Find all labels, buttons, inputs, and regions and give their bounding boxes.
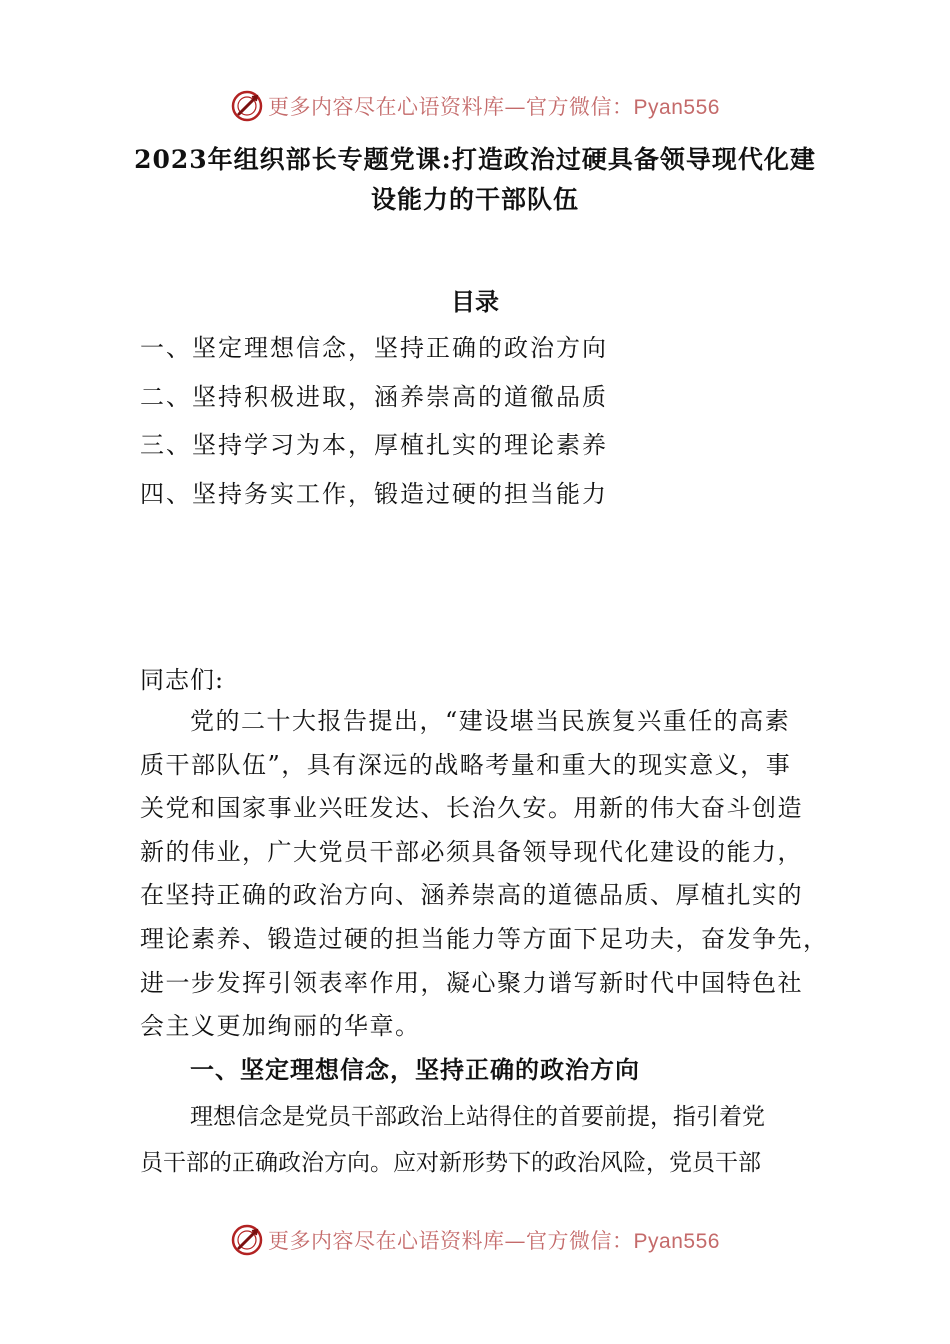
document-title xyxy=(110,140,840,220)
toc-heading: 目录 xyxy=(451,287,499,316)
toc-item: 二、坚持积极进取，涵养崇高的道徹品质 xyxy=(140,382,608,411)
salutation: 同志们: xyxy=(140,666,225,694)
toc-item: 四、坚持务实工作，锻造过硬的担当能力 xyxy=(140,479,608,508)
title-line: 2023年组织部长专题党课:打造政治过硬具备领导现代化建 xyxy=(134,145,816,174)
title-line: 设能力的干部队伍 xyxy=(370,185,579,214)
section-heading: 一、坚定理想信念，坚持正确的政治方向 xyxy=(190,1056,640,1084)
toc-item: 一、坚定理想信念，坚持正确的政治方向 xyxy=(140,334,608,362)
banner-label: 更多内容尽在心语资料库—官方微信： xyxy=(268,95,634,119)
paragraph-line: 新的伟业，广大党员干部必须具备领导现代化建设的能力， xyxy=(140,837,803,866)
paragraph-line: 员干部的正确政治方向。应对新形势下的政治风险，党员干部 xyxy=(140,1150,761,1176)
wechat-id: Pyan556 xyxy=(633,1230,720,1253)
paragraph-line: 进一步发挥引领表率作用，凝心聚力谱写新时代中国特色社 xyxy=(140,968,803,997)
banner-text xyxy=(268,1225,720,1255)
paragraph-line: 党的二十大报告提出，“建设堪当民族复兴重任的高素 xyxy=(190,707,791,735)
brand-logo-icon xyxy=(230,1223,264,1257)
paragraph-line: 质干部队伍”，具有深远的战略考量和重大的现实意义，事 xyxy=(140,750,792,779)
banner-label: 更多内容尽在心语资料库—官方微信： xyxy=(268,1229,634,1253)
paragraph-line: 会主义更加绚丽的华章。 xyxy=(140,1012,421,1041)
toc-item: 三、坚持学习为本，厚植扎实的理论素养 xyxy=(140,431,608,459)
wechat-id: Pyan556 xyxy=(633,96,720,119)
brand-logo-icon xyxy=(230,89,264,123)
paragraph-line: 关党和国家事业兴旺发达、长治久安。用新的伟大奋斗创造 xyxy=(140,794,803,823)
paragraph-line: 理想信念是党员干部政治上站得住的首要前提，指引着党 xyxy=(190,1104,765,1130)
banner-text xyxy=(268,91,720,121)
intro-paragraph xyxy=(140,700,830,1049)
toc-list xyxy=(140,326,608,520)
section-paragraph xyxy=(140,1094,765,1186)
paragraph-line: 理论素养、锻造过硬的担当能力等方面下足功夫，奋发争先， xyxy=(140,924,829,953)
footer-banner xyxy=(0,1220,950,1260)
paragraph-line: 在坚持正确的政治方向、涵养崇高的道德品质、厚植扎实的 xyxy=(140,881,803,910)
header-banner xyxy=(0,86,950,126)
